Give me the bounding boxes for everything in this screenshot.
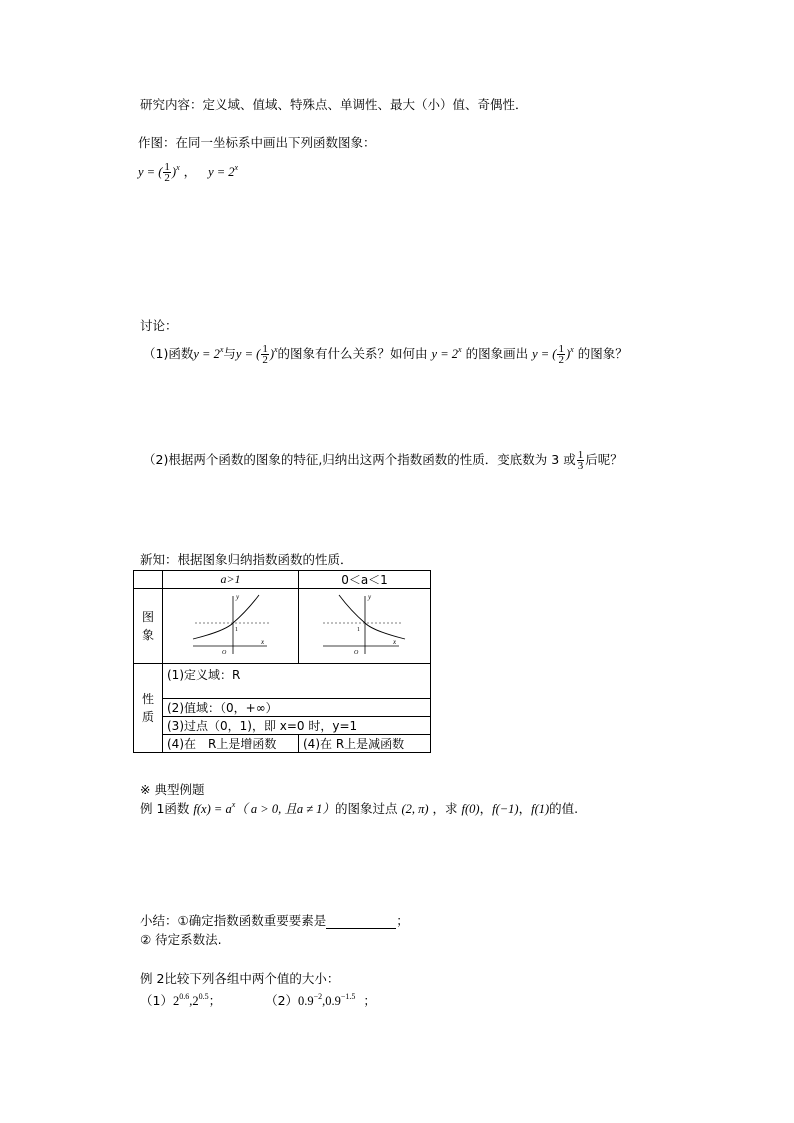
row-header-props [134, 664, 163, 753]
q1-f1-exp: x [219, 345, 224, 354]
q1-f2-exp: x [273, 345, 278, 354]
q1-f2-prefix: y = ( [235, 347, 261, 361]
properties-table [133, 570, 431, 753]
ex2-a-semi: ； [208, 993, 222, 1008]
q1-text-2: 与 [223, 346, 236, 361]
prop-mono-increasing: (4)在 R上是增函数 [163, 735, 299, 753]
q1-f1: y = 2 [193, 347, 220, 361]
q1-text-5: 的图象？ [577, 346, 628, 361]
ex2-a2-exp: 0.5 [198, 992, 209, 1001]
q2-fraction [577, 450, 585, 471]
ex1-text-1: 例 1函数 [140, 801, 190, 816]
ex2-a-sep: , [189, 994, 193, 1008]
ex1-exp: x [231, 800, 236, 809]
discussion-q1 [143, 342, 628, 366]
q1-f4-den: 2 [558, 354, 564, 366]
f1-fraction [163, 162, 171, 183]
g1-one: 1 [235, 627, 238, 633]
q1-f2-den: 2 [262, 354, 268, 366]
ex2-b2-exp: −1.5 [340, 992, 356, 1001]
row-graph-label: 图象 [141, 610, 154, 642]
q1-f4-suffix: ) [565, 347, 571, 361]
q2-den: 3 [577, 460, 584, 472]
summary-line-1 [140, 913, 409, 929]
ex1-sep-2: ， [518, 801, 532, 816]
col-header-a-gt-1 [163, 571, 299, 589]
q1-f3-exp: x [458, 345, 462, 354]
row-props-label: 性质 [141, 692, 154, 724]
ex1-cond: （ a > 0, 且a ≠ 1） [235, 802, 335, 816]
f1-suffix: ) [171, 165, 177, 179]
g2-one: 1 [357, 627, 360, 633]
prop-point: (3)过点（0，1)，即 x=0 时，y=1 [163, 717, 431, 735]
q2-num: 1 [577, 449, 584, 461]
summary1-end: ； [396, 913, 409, 928]
ex2-b2-base: 0.9 [325, 994, 341, 1008]
ex1-f1: f(1) [531, 802, 550, 816]
ex2-a1-exp: 0.6 [179, 992, 190, 1001]
g1-origin: O [222, 650, 227, 656]
g2-x-label: x [393, 638, 397, 646]
ex2-b1-base: 0.9 [298, 994, 314, 1008]
q1-f4-num: 1 [558, 343, 564, 355]
ex1-text-3: ，求 [432, 801, 458, 816]
g2-y-label: y [368, 593, 372, 601]
summary-blank[interactable] [326, 916, 396, 929]
ex1-sep-1: ， [479, 801, 493, 816]
g1-y-label: y [236, 593, 240, 601]
summary-line-2: ② 待定系数法. [140, 932, 222, 947]
q1-f3: y = 2 [431, 347, 459, 361]
f1-den: 2 [164, 172, 170, 184]
prop-domain: (1)定义域：R [163, 664, 431, 699]
examples-heading: ※ 典型例题 [140, 782, 205, 797]
ex1-func: f(x) = a [193, 802, 232, 816]
f1-exp: x [176, 163, 180, 172]
ex2-b1-exp: −2 [313, 992, 323, 1001]
q1-text-1: （1)函数 [143, 346, 194, 361]
col1-label: a>1 [220, 572, 241, 586]
ex2-a1-base: 2 [172, 994, 180, 1008]
ex2-b-semi: ； [363, 993, 376, 1008]
example-2-heading: 例 2比较下列各组中两个值的大小： [140, 971, 340, 986]
example-1 [140, 801, 578, 817]
g1-x-label: x [261, 638, 265, 646]
prop-range: (2)值域：（0，+∞） [163, 699, 431, 717]
col2-label: 0＜a＜1 [341, 573, 388, 587]
ex1-f0: f(0) [461, 802, 480, 816]
f2-exp: x [234, 163, 239, 172]
research-content: 研究内容：定义域、值域、特殊点、单调性、最大（小）值、奇偶性． [140, 97, 528, 112]
graph-decreasing [299, 589, 431, 664]
q2-text-1: （2)根据两个函数的图象的特征,归纳出这两个指数函数的性质．变底数为 3 或 [143, 452, 576, 467]
q1-f2-suffix: ) [269, 347, 274, 361]
f1-prefix: y = ( [138, 165, 163, 179]
new-knowledge-heading: 新知：根据图象归纳指数函数的性质． [140, 552, 353, 567]
graph-increasing [163, 589, 299, 664]
col-header-a-lt-1 [299, 571, 431, 589]
draw-heading: 作图：在同一坐标系中画出下列函数图象： [138, 135, 376, 150]
q1-f4-exp: x [570, 345, 574, 354]
g2-origin: O [354, 650, 359, 656]
discussion-q2 [143, 448, 623, 472]
q1-f4-fraction [557, 344, 565, 365]
f-comma: ， [183, 164, 197, 179]
graph-decreasing-svg [301, 591, 428, 661]
example-2-items [140, 993, 376, 1009]
ex1-text-4: 的值. [549, 801, 579, 816]
q1-f2-fraction [261, 344, 269, 365]
q1-f2-num: 1 [262, 343, 268, 355]
summary1-text: 小结：①确定指数函数重要要素是 [140, 913, 327, 928]
q2-text-2: 后呢？ [585, 452, 623, 467]
ex1-fm1: f(−1) [492, 802, 519, 816]
graph-increasing-svg [165, 591, 296, 661]
ex2-a-label: （1） [140, 993, 173, 1008]
ex2-b-sep: , [322, 994, 326, 1008]
q1-f4-prefix: y = ( [532, 347, 557, 361]
discussion-heading: 讨论： [140, 318, 178, 333]
ex1-point: (2, π) [401, 802, 429, 816]
ex2-a2-base: 2 [192, 994, 199, 1008]
f2-base: y = 2 [208, 165, 235, 179]
draw-functions [138, 160, 238, 184]
ex1-text-2: 的图象过点 [334, 801, 398, 816]
q1-text-3: 的图象有什么关系？如何由 [277, 346, 428, 361]
f1-num: 1 [164, 161, 170, 173]
row-header-graph [134, 589, 163, 664]
prop-mono-decreasing: (4)在 R上是减函数 [299, 735, 431, 753]
q1-text-4: 的图象画出 [465, 346, 529, 361]
ex2-b-label: （2） [265, 993, 299, 1008]
table-corner [134, 571, 163, 589]
